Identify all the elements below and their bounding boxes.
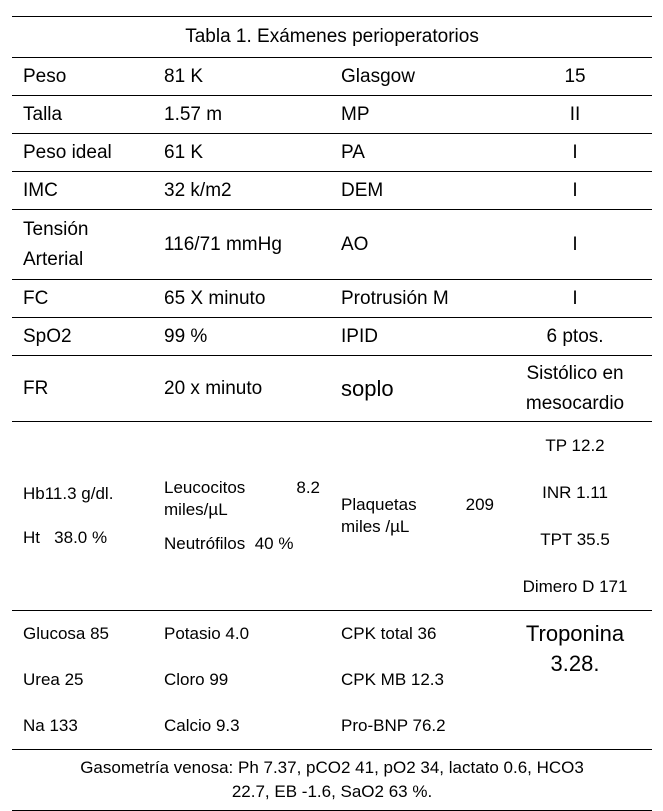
- row-value-2: I: [572, 287, 578, 309]
- soplo-line-2: mesocardio: [525, 392, 625, 414]
- leucocitos-line: [164, 477, 330, 499]
- table-row: [12, 356, 652, 422]
- na-value: Na 133: [23, 716, 78, 735]
- row-label-2: soplo: [341, 375, 394, 401]
- row-label: Peso: [23, 65, 67, 87]
- glucosa-cell: [12, 611, 153, 750]
- row-label-2: MP: [341, 103, 370, 125]
- calcio-value: Calcio 9.3: [164, 716, 240, 735]
- row-label: [12, 210, 153, 280]
- leucocitos-value: 8.2: [296, 478, 320, 497]
- tpt-value: TPT 35.5: [540, 530, 610, 549]
- dimero-value: Dimero D 171: [522, 577, 628, 596]
- gasometria-line-2: 22.7, EB -1.6, SaO2 63 %.: [231, 782, 433, 801]
- table-row: [12, 134, 652, 172]
- gasometria-row: [12, 750, 652, 811]
- ht-value: Ht 38.0 %: [23, 528, 108, 547]
- table-row: [12, 172, 652, 210]
- urea-value: Urea 25: [23, 670, 84, 689]
- row-value-2: I: [572, 179, 578, 201]
- coag-cell: [498, 422, 652, 611]
- row-label: Talla: [23, 103, 63, 125]
- row-label: IMC: [23, 179, 58, 201]
- plaquetas-line: [341, 494, 498, 516]
- leucocitos-cell: [153, 422, 330, 611]
- row-label-2: AO: [341, 233, 369, 255]
- soplo-line-1: Sistólico en: [526, 362, 624, 384]
- potasio-value: Potasio 4.0: [164, 624, 250, 643]
- tension-line-1: Tensión: [23, 218, 89, 240]
- cpk-mb-value: CPK MB 12.3: [341, 670, 444, 689]
- gasometria-cell: [12, 750, 652, 811]
- hb-ht-cell: [12, 422, 153, 611]
- gasometria-line-1: Gasometría venosa: Ph 7.37, pCO2 41, pO2 34, lactato 0.6, HCO3: [80, 758, 584, 777]
- plaquetas-unit: miles /µL: [341, 517, 410, 536]
- tp-value: TP 12.2: [545, 436, 605, 455]
- cpk-total-value: CPK total 36: [341, 624, 437, 643]
- labs-row-2: [12, 611, 652, 750]
- row-label-2: IPID: [341, 325, 378, 347]
- row-label-2: DEM: [341, 179, 384, 201]
- row-value: 65 X minuto: [164, 287, 266, 309]
- probnp-value: Pro-BNP 76.2: [341, 716, 446, 735]
- table-title: Tabla 1. Exámenes perioperatorios: [12, 17, 652, 58]
- row-label-2: PA: [341, 141, 365, 163]
- neutrofilos-value: Neutrófilos 40 %: [164, 534, 294, 553]
- row-value-2: II: [569, 103, 581, 125]
- plaquetas-value: 209: [465, 495, 494, 514]
- table-row: [12, 318, 652, 356]
- table-row: [12, 210, 652, 280]
- row-label: SpO2: [23, 325, 72, 347]
- tension-line-2: Arterial: [23, 248, 84, 270]
- table-row: [12, 280, 652, 318]
- electrolytes-cell: [153, 611, 330, 750]
- row-value-2: 15: [564, 65, 586, 87]
- row-label-2: Glasgow: [341, 65, 415, 87]
- cloro-value: Cloro 99: [164, 670, 229, 689]
- labs-row-1: [12, 422, 652, 611]
- row-value-2: [498, 356, 652, 422]
- row-value: 1.57 m: [164, 103, 223, 125]
- perioperative-table: [12, 16, 652, 811]
- row-label: FC: [23, 287, 49, 309]
- row-value: 61 K: [164, 141, 204, 163]
- row-label: Peso ideal: [23, 141, 112, 163]
- troponina-value: 3.28.: [550, 651, 600, 676]
- leucocitos-label: Leucocitos: [164, 478, 246, 497]
- row-value: 81 K: [164, 65, 204, 87]
- table-row: [12, 58, 652, 96]
- row-value-2: 6 ptos.: [546, 325, 604, 347]
- hb-value: Hb11.3 g/dl.: [23, 484, 114, 503]
- plaquetas-cell: [330, 422, 498, 611]
- table-row: [12, 96, 652, 134]
- row-value: 116/71 mmHg: [164, 233, 282, 255]
- row-value: 20 x minuto: [164, 377, 263, 399]
- row-value-2: I: [572, 141, 578, 163]
- troponina-cell: [498, 611, 652, 750]
- row-value: 99 %: [164, 325, 208, 347]
- inr-value: INR 1.11: [542, 483, 608, 502]
- troponina-label: Troponina: [525, 621, 625, 646]
- leucocitos-unit: miles/µL: [164, 500, 228, 519]
- cardiac-cell: [330, 611, 498, 750]
- row-label: FR: [23, 377, 49, 399]
- row-label-2: Protrusión M: [341, 287, 449, 309]
- plaquetas-label: Plaquetas: [341, 495, 417, 514]
- glucosa-value: Glucosa 85: [23, 624, 109, 643]
- row-value-2: I: [572, 233, 578, 255]
- row-value: 32 k/m2: [164, 179, 232, 201]
